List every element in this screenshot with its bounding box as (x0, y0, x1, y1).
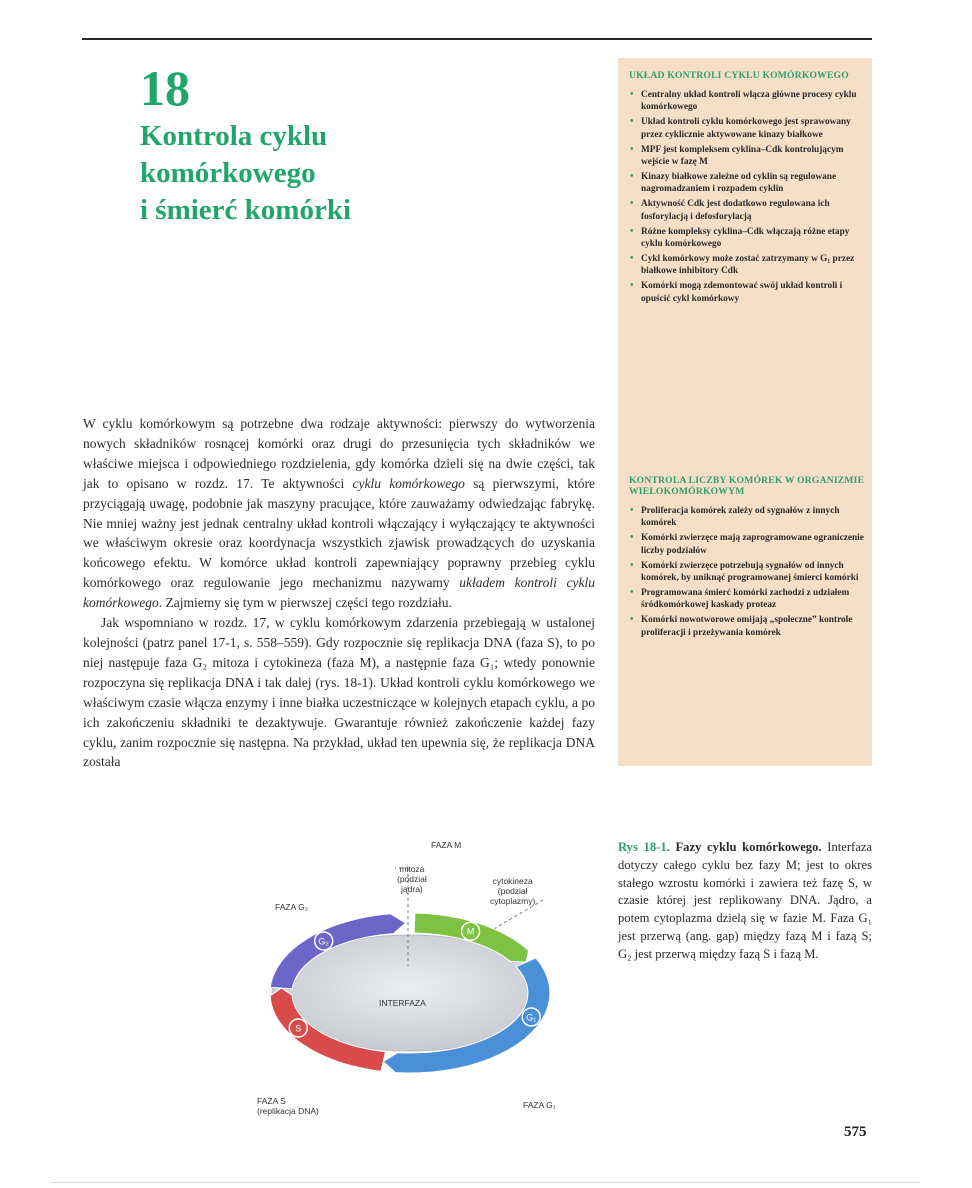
summary-list (629, 505, 867, 639)
badge-g2 (315, 932, 333, 950)
summary-item: • Różne kompleksy cyklina–Cdk włączają różne etapy cyklu komórkowego (629, 226, 867, 251)
svg-text:S: S (295, 1023, 302, 1034)
summary-section-control (629, 70, 867, 308)
summary-item: • Układ kontroli cyklu komórkowego jest sprawowany przez cyklicznie aktywowane kinazy białkowe (629, 116, 867, 141)
figure-caption (618, 839, 872, 964)
summary-heading: KONTROLA LICZBY KOMÓREK W ORGANIZMIE WIELOKOMÓRKOWYM (629, 475, 865, 497)
badge-m (462, 922, 480, 940)
summary-list (629, 89, 867, 305)
summary-item: • Kinazy białkowe zależne od cyklin są regulowane nagromadzaniem i rozpadem cyklin (629, 171, 867, 196)
summary-item: • Cykl komórkowy może zostać zatrzymany w G₁ przez białkowe inhibitory Cdk (629, 253, 867, 278)
bottom-rule (50, 1182, 920, 1183)
label-mitosis: mitoza (podział jądra) (397, 864, 427, 894)
page-number: 575 (844, 1124, 867, 1140)
summary-heading: UKŁAD KONTROLI CYKLU KOMÓRKOWEGO (629, 70, 849, 81)
summary-item: • Aktywność Cdk jest dodatkowo regulowana ich fosforylacją i defosforylacją (629, 198, 867, 223)
summary-section-cell-count (629, 475, 867, 642)
label-phase-m: FAZA M (431, 840, 462, 850)
label-phase-g1: FAZA G₁ (523, 1100, 556, 1110)
svg-text:M: M (466, 926, 475, 937)
cell-cycle-figure (245, 838, 605, 1138)
body-paragraph: Jak wspomniano w rozdz. 17, w cyklu komórkowym zdarzenia przebiegają w ustalonej kolejności (patrz panel 17-1, s. 558–559). Gdy rozpocznie się replikacja DNA (faza S), to po niej następuje faza G₂ mitoza i cytokineza (faza M), a następnie faza G₁; wtedy ponownie rozpoczyna się replikacja DNA i tak dalej (rys. 18-1). Układ kontroli cyklu komórkowego we właściwym czasie włącza enzymy i inne białka uczestniczące w kolejnych etapach cyklu, a po ich zakończeniu składniki te dezaktywuje. Gwarantuje również zakończenie każdej fazy cyklu, zanim rozpocznie się następna. Na przykład, układ ten upewnia się, że replikacja DNA została (83, 615, 595, 770)
chapter-number: 18 (140, 60, 190, 116)
summary-item: • Komórki zwierzęce mają zaprogramowane ograniczenie liczby podziałów (629, 532, 867, 557)
chapter-title (140, 118, 440, 229)
summary-item: • Komórki mogą zdemontować swój układ kontroli i opuścić cykl komórkowy (629, 280, 867, 305)
body-paragraph: W cyklu komórkowym są potrzebne dwa rodzaje aktywności: pierwszy do wytworzenia nowych składników rosnącej komórki oraz drugi do przesunięcia tych składników we właściwe miejsca i odpowiedniego rozdzielenia, gdy komórka dzieli się na dwie części, tak jak to opisano w rozdz. 17. Te aktywności cyklu komórkowego są pierwszymi, które przyciągają uwagę, podobnie jak maszyny pracujące, które zauważamy odwiedzając fabrykę. Nie mniej ważny jest jednak centralny układ kontroli włączający i wyłączający te aktywności we właściwym okresie oraz koordynacja wszystkich zjawisk prowadzących do uzyskania końcowego efektu. W komórce układ kontroli zapewniający poprawny przebieg cyklu komórkowego oraz regulowanie jego mechanizmu nazywamy układem kontroli cyklu komórkowego. Zajmiemy się tym w pierwszej części tego rozdziału. (83, 416, 596, 611)
chapter-title-line: Kontrola cyklu (140, 120, 328, 152)
caption-label: Rys 18-1. (618, 840, 670, 854)
svg-text:G₁: G₁ (526, 1012, 537, 1023)
svg-text:G₂: G₂ (318, 936, 329, 947)
label-phase-s: FAZA S (replikacja DNA) (257, 1096, 319, 1116)
summary-item: • Komórki zwierzęce potrzebują sygnałów od innych komórek, by uniknąć programowanej śmierci komórki (629, 560, 867, 585)
summary-item: • Programowana śmierć komórki zachodzi z udziałem śródkomórkowej kaskady proteaz (629, 587, 867, 612)
body-text (83, 414, 595, 772)
badge-s (289, 1019, 307, 1037)
summary-item: • Komórki nowotworowe omijają „społeczne” kontrole proliferacji i przeżywania komórek (629, 614, 867, 639)
top-rule (82, 38, 872, 40)
label-cytokinesis: cytokineza (podział cytoplazmy) (490, 876, 536, 906)
badge-g1 (522, 1008, 540, 1026)
chapter-summary-box (618, 58, 872, 766)
term-emphasis: cyklu komórkowego (352, 475, 465, 491)
caption-text: Interfaza dotyczy całego cyklu bez fazy M; jest to okres stałego wzrostu komórki i zawiera też fazę S, w czasie której jest replikowany DNA. Jądro, a potem cytoplazma dzielą się w fazie M. Faza G₁ jest przerwą (ang. gap) między fazą M i fazą S; G₂ jest przerwą między fazą S i fazą M. (618, 840, 872, 961)
caption-title: Fazy cyklu komórkowego. (675, 840, 822, 854)
summary-item: • Proliferacja komórek zależy od sygnałów z innych komórek (629, 505, 867, 530)
summary-item: • MPF jest kompleksem cyklina–Cdk kontrolującym wejście w fazę M (629, 144, 867, 169)
term-emphasis: układem kontroli cyklu komórkowego (83, 575, 595, 611)
chapter-title-line: komórkowego (140, 157, 316, 189)
summary-item: • Centralny układ kontroli włącza główne procesy cyklu komórkowego (629, 89, 867, 114)
chapter-title-line: i śmierć komórki (140, 194, 352, 226)
label-interphase: INTERFAZA (379, 998, 426, 1008)
label-phase-g2: FAZA G₂ (275, 902, 309, 912)
